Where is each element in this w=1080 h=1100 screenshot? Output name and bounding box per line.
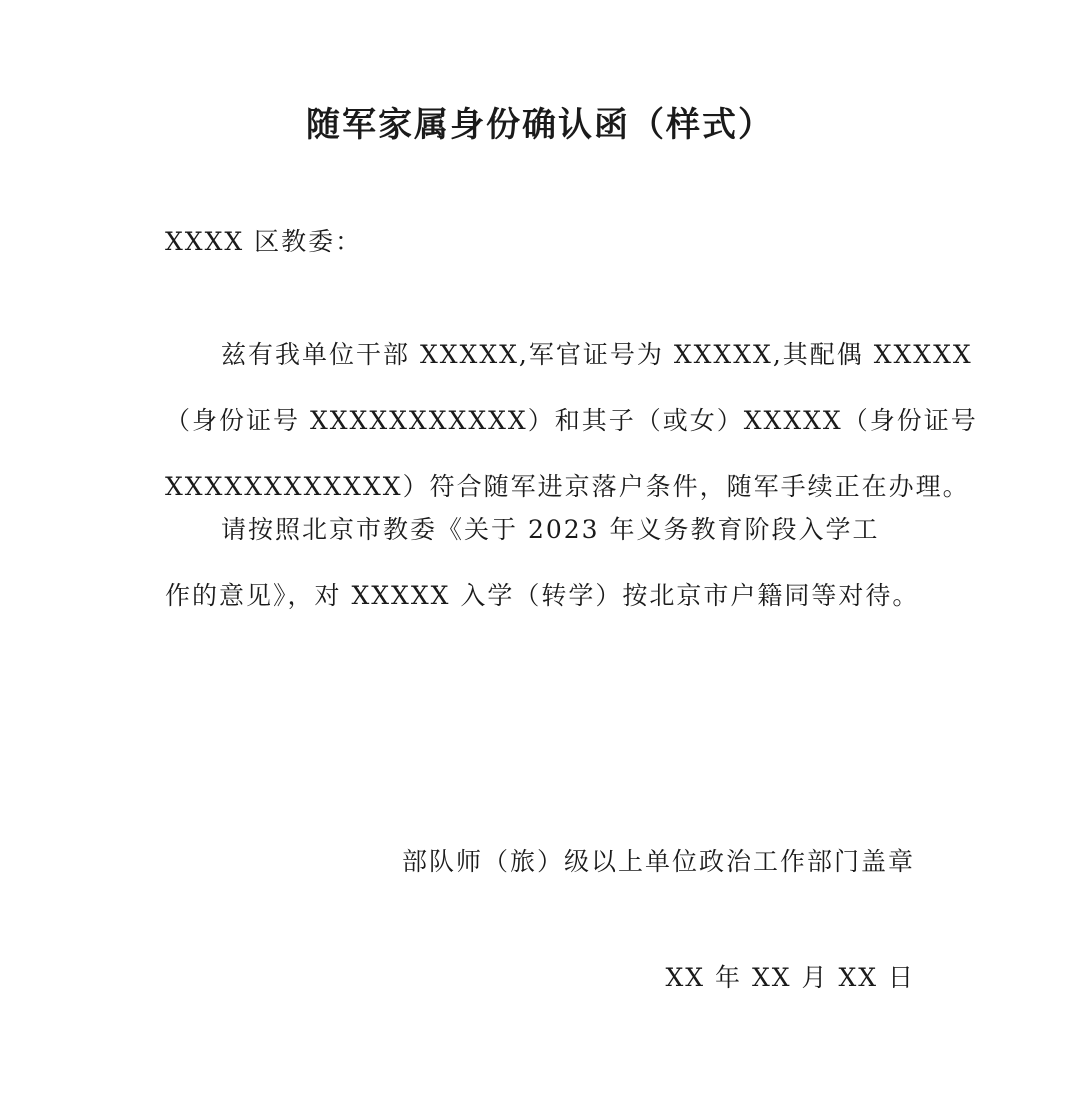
paragraph-2-line-2: 作的意见》，对 XXXXX 入学（转学）按北京市户籍同等对待。 (165, 581, 920, 610)
letter-title: 随军家属身份确认函（样式） (306, 105, 774, 145)
salutation: XXXX 区教委： (165, 227, 363, 256)
paragraph-2-line-1: 请按照北京市教委《关于 2023 年义务教育阶段入学工 (221, 515, 880, 544)
paragraph-1-line-2: （身份证号 XXXXXXXXXXX）和其子（或女）XXXXX（身份证号 (165, 406, 978, 435)
date-line: XX 年 XX 月 XX 日 (665, 963, 915, 992)
paragraph-1 (165, 322, 978, 520)
signature-line: 部队师（旅）级以上单位政治工作部门盖章 (401, 847, 915, 876)
paragraph-2 (165, 497, 920, 629)
paragraph-1-line-3: XXXXXXXXXXXX）符合随军进京落户条件，随军手续正在办理。 (165, 472, 970, 501)
paragraph-1-line-1: 兹有我单位干部 XXXXX,军官证号为 XXXXX,其配偶 XXXXX (221, 340, 973, 369)
